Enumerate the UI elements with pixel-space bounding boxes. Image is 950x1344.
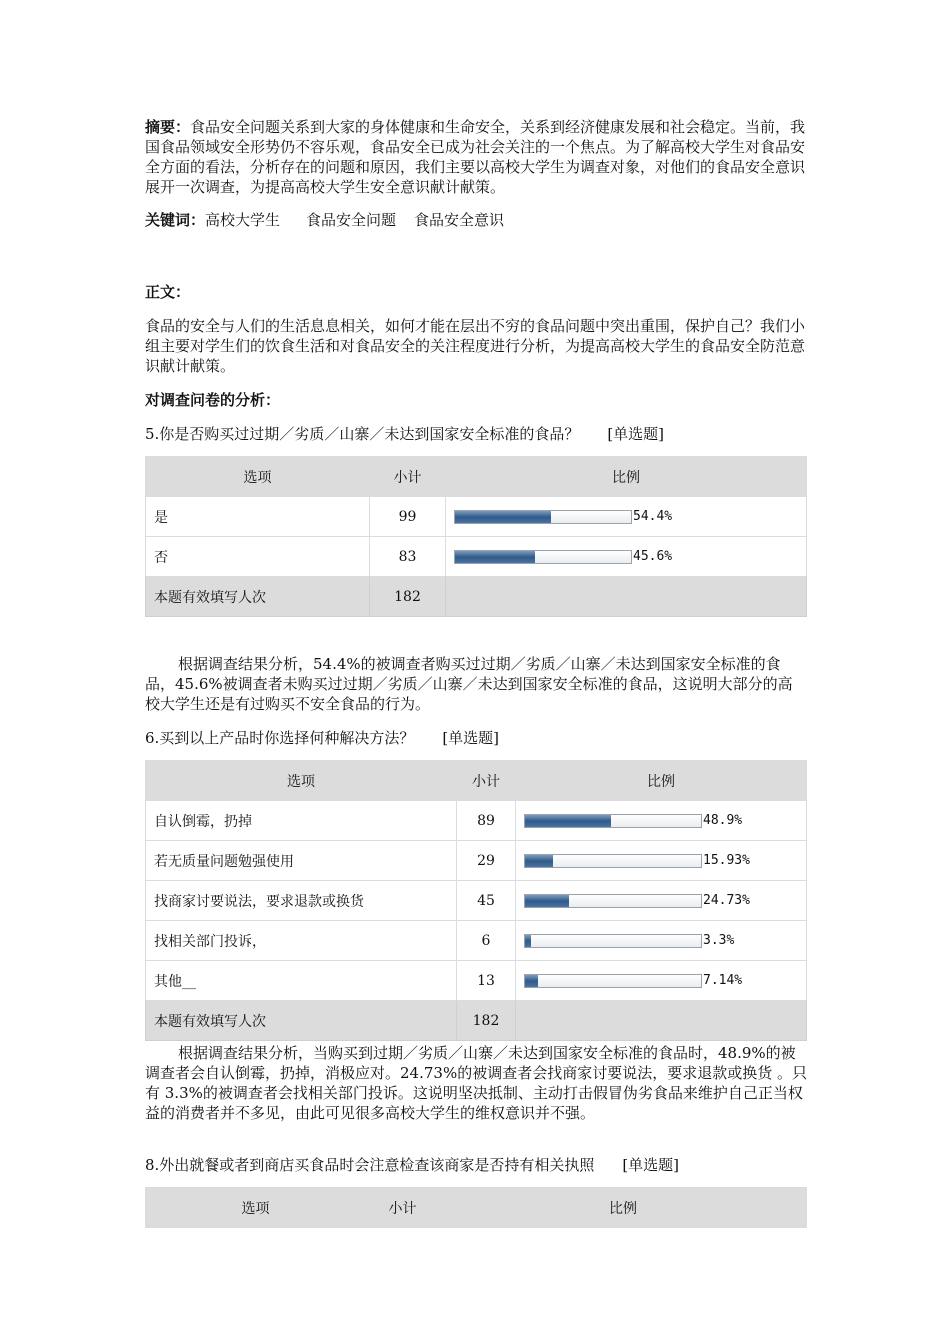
progress-fill xyxy=(525,815,611,827)
progress-bar xyxy=(454,510,632,524)
header-ratio: 比例 xyxy=(516,761,807,801)
progress-bar xyxy=(524,854,702,868)
abstract-label: 摘要： xyxy=(145,118,191,136)
q6-header-row xyxy=(146,761,807,801)
table-row xyxy=(146,961,807,1001)
progress-fill xyxy=(455,511,551,523)
percent-label: 15.93% xyxy=(703,853,750,868)
option-count: 45 xyxy=(457,881,516,921)
q8-header-row xyxy=(146,1188,807,1228)
total-row xyxy=(146,577,807,617)
keyword-2: 食品安全问题 xyxy=(306,211,397,229)
table-row xyxy=(146,841,807,881)
table-row xyxy=(146,801,807,841)
analysis-heading: 对调查问卷的分析： xyxy=(145,391,281,409)
q5-header-row xyxy=(146,457,807,497)
q6-type: [单选题] xyxy=(442,729,500,747)
progress-bar xyxy=(524,814,702,828)
percent-label: 7.14% xyxy=(703,973,743,988)
percent-label: 54.4% xyxy=(633,509,673,524)
ratio-cell xyxy=(516,801,807,841)
progress-bar xyxy=(524,974,702,988)
q5-table-wrap xyxy=(145,456,807,617)
option-count: 83 xyxy=(370,537,446,577)
ratio-cell xyxy=(516,841,807,881)
keyword-3: 食品安全意识 xyxy=(414,211,505,229)
option-count: 99 xyxy=(370,497,446,537)
header-option: 选项 xyxy=(146,761,457,801)
total-label: 本题有效填写人次 xyxy=(146,1001,457,1041)
q6-title-line xyxy=(145,728,807,748)
total-label: 本题有效填写人次 xyxy=(146,577,370,617)
q6-table xyxy=(145,760,807,1041)
option-label: 否 xyxy=(146,537,370,577)
total-empty xyxy=(446,577,807,617)
body-heading: 正文： xyxy=(145,283,191,301)
body-intro: 食品的安全与人们的生活息息相关，如何才能在层出不穷的食品问题中突出重围，保护自己？我们小组主要对学生们的饮食生活和对食品安全的关注程度进行分析，为提高高校大学生的食品安全防范意识献计献策。 xyxy=(145,317,806,375)
option-label: 自认倒霉，扔掉 xyxy=(146,801,457,841)
percent-label: 24.73% xyxy=(703,893,750,908)
table-row xyxy=(146,921,807,961)
progress-bar xyxy=(524,934,702,948)
table-row xyxy=(146,497,807,537)
total-empty xyxy=(516,1001,807,1041)
header-ratio: 比例 xyxy=(440,1188,807,1228)
percent-label: 3.3% xyxy=(703,933,735,948)
percent-label: 45.6% xyxy=(633,549,673,564)
q5-table xyxy=(145,456,807,617)
option-label: 若无质量问题勉强使用 xyxy=(146,841,457,881)
table-row xyxy=(146,537,807,577)
ratio-cell xyxy=(446,497,807,537)
ratio-cell xyxy=(446,537,807,577)
progress-fill xyxy=(525,895,569,907)
q8-table xyxy=(145,1187,807,1228)
progress-bar xyxy=(454,550,632,564)
q5-analysis: 根据调查结果分析，54.4%的被调查者购买过过期／劣质／山寨／未达到国家安全标准的食品，45.6%被调查者未购买过过期／劣质／山寨／未达到国家安全标准的食品，这说明大部分的高校大学生还是有过购买不安全食品的行为。 xyxy=(145,655,793,713)
header-count: 小计 xyxy=(366,1188,440,1228)
header-ratio: 比例 xyxy=(446,457,807,497)
option-count: 6 xyxy=(457,921,516,961)
q8-title: 8.外出就餐或者到商店买食品时会注意检查该商家是否持有相关执照 xyxy=(145,1156,595,1174)
q5-title-line xyxy=(145,424,807,444)
q5-title: 5.你是否购买过过期／劣质／山寨／未达到国家安全标准的食品？ xyxy=(145,425,580,443)
abstract-paragraph xyxy=(145,117,807,197)
header-count: 小计 xyxy=(457,761,516,801)
q8-title-line xyxy=(145,1155,807,1175)
progress-fill xyxy=(455,551,535,563)
option-count: 89 xyxy=(457,801,516,841)
ratio-cell xyxy=(516,921,807,961)
q8-type: [单选题] xyxy=(622,1156,680,1174)
q8-table-wrap xyxy=(145,1187,807,1228)
header-count: 小计 xyxy=(370,457,446,497)
percent-label: 48.9% xyxy=(703,813,743,828)
table-row xyxy=(146,881,807,921)
option-label: 找商家讨要说法，要求退款或换货 xyxy=(146,881,457,921)
progress-fill xyxy=(525,935,531,947)
option-count: 13 xyxy=(457,961,516,1001)
option-label: 找相关部门投诉， xyxy=(146,921,457,961)
q6-table-wrap xyxy=(145,760,807,1041)
total-count: 182 xyxy=(457,1001,516,1041)
ratio-cell xyxy=(516,961,807,1001)
q6-analysis: 根据调查结果分析，当购买到过期／劣质／山寨／未达到国家安全标准的食品时，48.9%的被调查者会自认倒霉，扔掉，消极应对。24.73%的被调查者会找商家讨要说法，要求退款或换货 。只有 3.3%的被调查者会找相关部门投诉。这说明坚决抵制、主动打击假冒伪劣食品来维护自己正当权益的消费者并不多见，由此可见很多高校大学生的维权意识并不强。 xyxy=(145,1044,807,1122)
abstract-text: 食品安全问题关系到大家的身体健康和生命安全，关系到经济健康发展和社会稳定。当前，我国食品领域安全形势仍不容乐观，食品安全已成为社会关注的一个焦点。为了解高校大学生对食品安全方面的看法，分析存在的问题和原因，我们主要以高校大学生为调查对象，对他们的食品安全意识展开一次调查，为提高高校大学生安全意识献计献策。 xyxy=(145,118,806,196)
total-count: 182 xyxy=(370,577,446,617)
option-count: 29 xyxy=(457,841,516,881)
progress-fill xyxy=(525,855,553,867)
option-label: 其他__ xyxy=(146,961,457,1001)
keyword-1: 高校大学生 xyxy=(205,211,281,229)
progress-fill xyxy=(525,975,538,987)
ratio-cell xyxy=(516,881,807,921)
q6-title: 6.买到以上产品时你选择何种解决方法？ xyxy=(145,729,415,747)
progress-bar xyxy=(524,894,702,908)
keywords-label: 关键词： xyxy=(145,211,206,229)
header-option: 选项 xyxy=(146,1188,366,1228)
total-row xyxy=(146,1001,807,1041)
q5-type: [单选题] xyxy=(607,425,665,443)
header-option: 选项 xyxy=(146,457,370,497)
option-label: 是 xyxy=(146,497,370,537)
keywords-line xyxy=(145,210,807,230)
